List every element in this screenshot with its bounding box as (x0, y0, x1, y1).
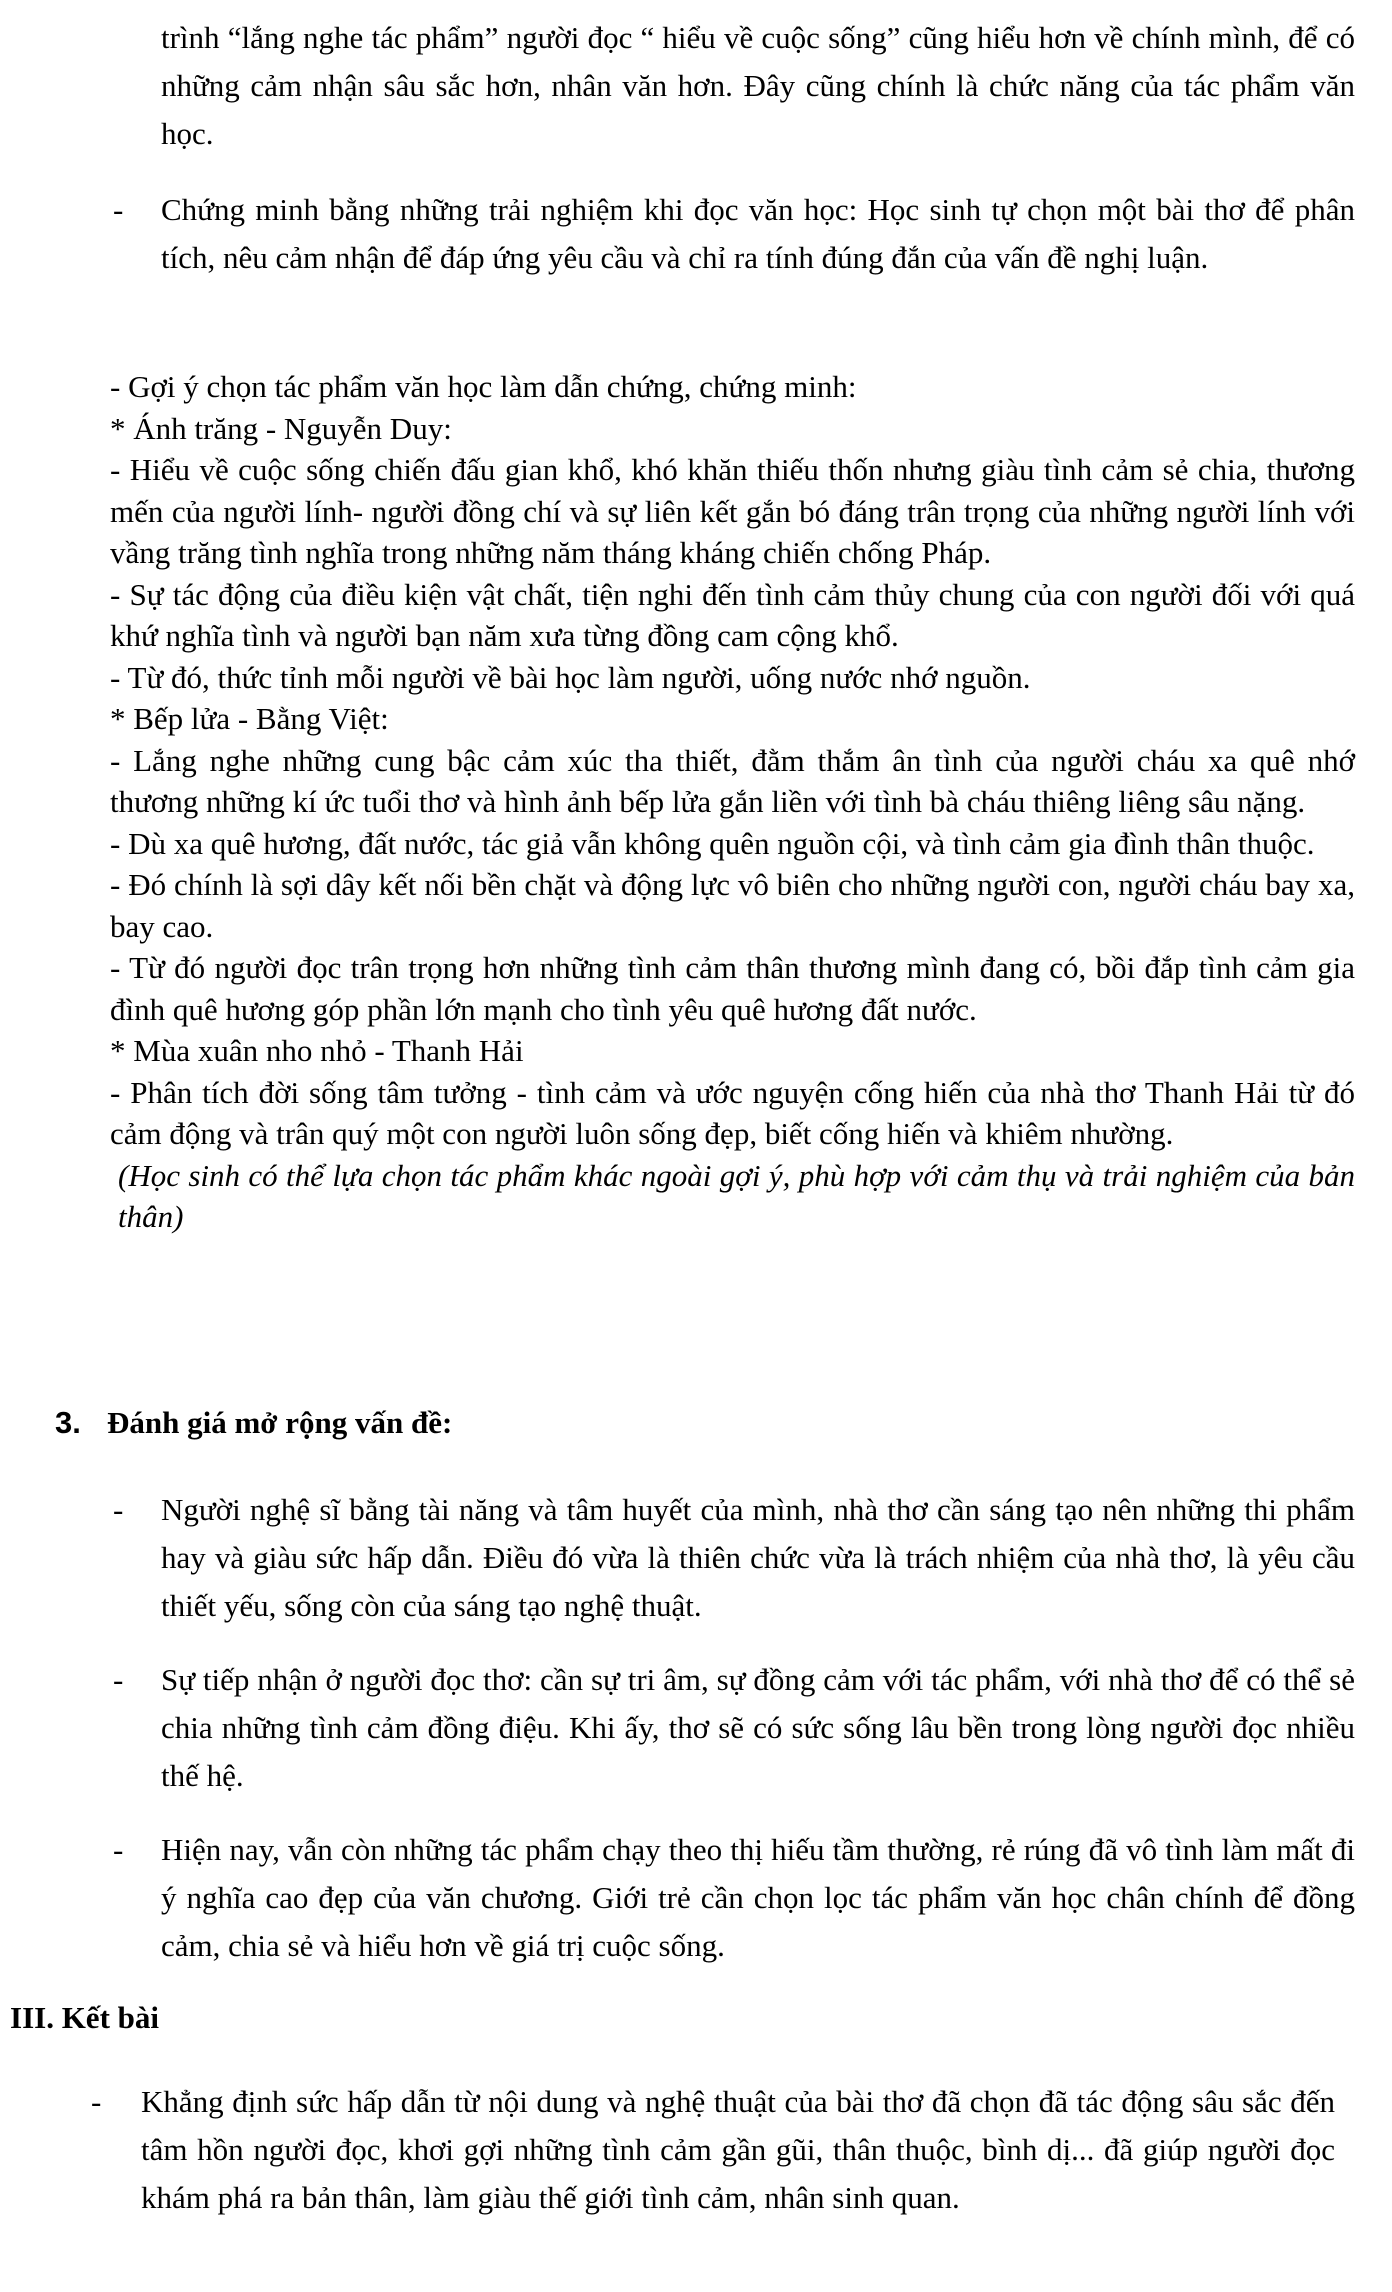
bullet-dash: - (113, 1492, 124, 1527)
bullet-dash: - (113, 1832, 124, 1867)
section-3-title: Đánh giá mở rộng vấn đề: (107, 1405, 453, 1440)
bep-lua-title: * Bếp lửa - Bằng Việt: (110, 701, 389, 736)
mua-xuan-title: * Mùa xuân nho nhỏ - Thanh Hải (110, 1033, 524, 1068)
anh-trang-title: * Ánh trăng - Nguyễn Duy: (110, 410, 452, 446)
section-3-number: 3. (55, 1405, 81, 1440)
prove-bullet-text: Chứng minh bằng những trải nghiệm khi đọc văn học: Học sinh tự chọn một bài thơ để phân tích, nêu cảm nhận để đáp ứng yêu cầu và chỉ ra tính đúng đắn của vấn đề nghị luận. (161, 192, 1355, 275)
prove-bullet (113, 186, 1355, 282)
bep-lua-point-1: - Lắng nghe những cung bậc cảm xúc tha thiết, đằm thắm ân tình của người cháu xa quê nhớ thương những kí ức tuổi thơ và hình ảnh bếp lửa gắn liền với tình bà cháu thiêng liêng sâu nặng. (110, 742, 1355, 819)
section-3-bullet-2 (113, 1656, 1355, 1800)
section-3-bullet-1 (113, 1486, 1355, 1630)
bullet-dash: - (113, 192, 124, 227)
intro-continuation-paragraph: trình “lắng nghe tác phẩm” người đọc “ hiểu về cuộc sống” cũng hiểu hơn về chính mình, để có những cảm nhận sâu sắc hơn, nhân văn hơn. Đây cũng chính là chức năng của tác phẩm văn học. (161, 20, 1355, 151)
section-3-heading (55, 1402, 1255, 1444)
selection-note: (Học sinh có thể lựa chọn tác phẩm khác ngoài gợi ý, phù hợp với cảm thụ và trải nghiệm của bản thân) (118, 1157, 1355, 1234)
mua-xuan-point-1: - Phân tích đời sống tâm tưởng - tình cảm và ước nguyện cống hiến của nhà thơ Thanh Hải từ đó cảm động và trân quý một con người luôn sống đẹp, biết cống hiến và khiêm nhường. (110, 1074, 1355, 1151)
bep-lua-point-4: - Từ đó người đọc trân trọng hơn những tình cảm thân thương mình đang có, bồi đắp tình cảm gia đình quê hương góp phần lớn mạnh cho tình yêu quê hương đất nước. (110, 950, 1355, 1027)
anh-trang-point-2: - Sự tác động của điều kiện vật chất, tiện nghi đến tình cảm thủy chung của con người đối với quá khứ nghĩa tình và người bạn năm xưa từng đồng cam cộng khổ. (110, 576, 1355, 653)
anh-trang-point-1: - Hiểu về cuộc sống chiến đấu gian khổ, khó khăn thiếu thốn nhưng giàu tình cảm sẻ chia, thương mến của người lính- người đồng chí và sự liên kết gắn bó đáng trân trọng của những người lính với vầng trăng tình nghĩa trong những năm tháng kháng chiến chống Pháp. (110, 452, 1355, 570)
section-iii-bullet-1 (91, 2078, 1335, 2222)
section-iii-heading: III. Kết bài (10, 2000, 159, 2035)
bep-lua-point-2: - Dù xa quê hương, đất nước, tác giả vẫn không quên nguồn cội, và tình cảm gia đình thân thuộc. (110, 825, 1315, 861)
bullet-dash: - (91, 2084, 102, 2119)
section-3-bullet-3 (113, 1826, 1355, 1970)
section-3-bullet-3-text: Hiện nay, vẫn còn những tác phẩm chạy theo thị hiếu tầm thường, rẻ rúng đã vô tình làm mất đi ý nghĩa cao đẹp của văn chương. Giới trẻ cần chọn lọc tác phẩm văn học chân chính để đồng cảm, chia sẻ và hiểu hơn về giá trị cuộc sống. (161, 1832, 1355, 1963)
suggestions-intro: - Gợi ý chọn tác phẩm văn học làm dẫn chứng, chứng minh: (110, 369, 857, 404)
bullet-dash: - (113, 1662, 124, 1697)
suggestions-block (110, 366, 1355, 1238)
section-3-bullet-1-text: Người nghệ sĩ bằng tài năng và tâm huyết của mình, nhà thơ cần sáng tạo nên những thi phẩm hay và giàu sức hấp dẫn. Điều đó vừa là thiên chức vừa là trách nhiệm của nhà thơ, là yêu cầu thiết yếu, sống còn của sáng tạo nghệ thuật. (161, 1492, 1355, 1623)
section-iii-bullet-1-text: Khẳng định sức hấp dẫn từ nội dung và nghệ thuật của bài thơ đã chọn đã tác động sâu sắc đến tâm hồn người đọc, khơi gợi những tình cảm gần gũi, thân thuộc, bình dị... đã giúp người đọc khám phá ra bản thân, làm giàu thế giới tình cảm, nhân sinh quan. (141, 2084, 1335, 2215)
bep-lua-point-3: - Đó chính là sợi dây kết nối bền chặt và động lực vô biên cho những người con, người cháu bay xa, bay cao. (110, 867, 1355, 944)
anh-trang-point-3: - Từ đó, thức tỉnh mỗi người về bài học làm người, uống nước nhớ nguồn. (110, 659, 1031, 695)
section-3-bullet-2-text: Sự tiếp nhận ở người đọc thơ: cần sự tri âm, sự đồng cảm với tác phẩm, với nhà thơ để có thể sẻ chia những tình cảm đồng điệu. Khi ấy, thơ sẽ có sức sống lâu bền trong lòng người đọc nhiều thế hệ. (161, 1662, 1355, 1793)
